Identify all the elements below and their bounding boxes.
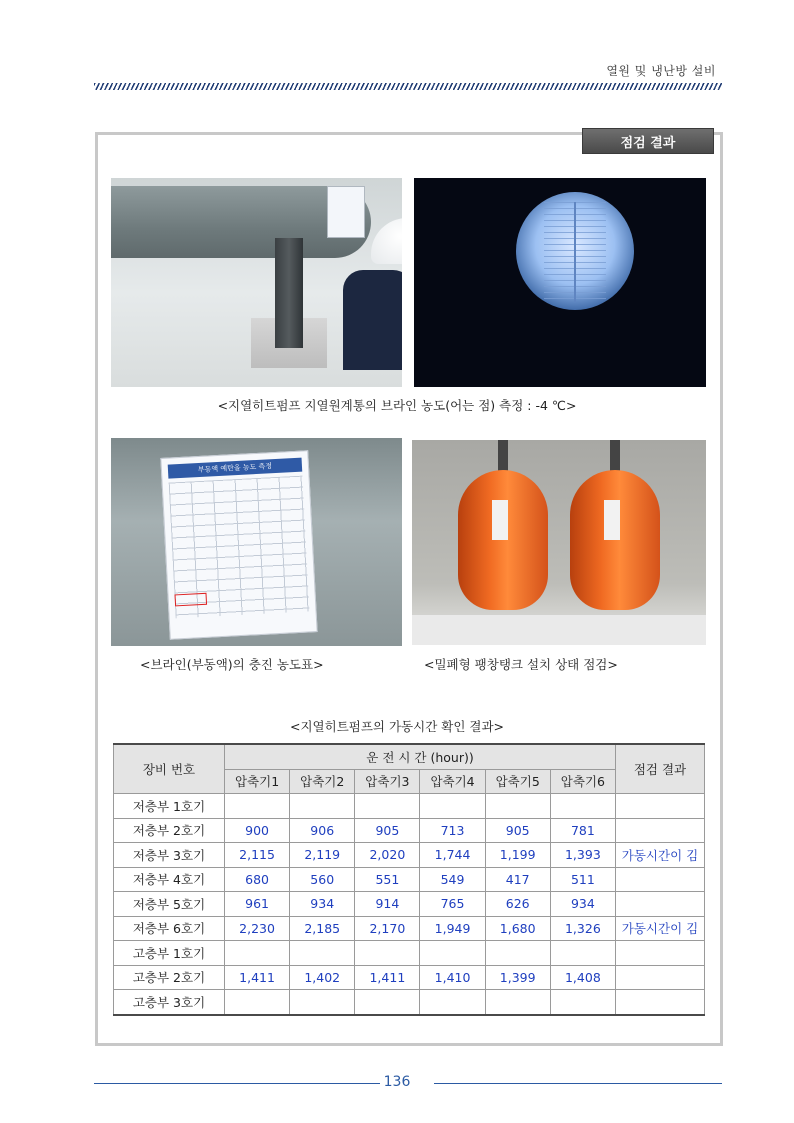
- result-badge: 점검 결과: [582, 128, 714, 154]
- equipment-cell: 저층부 1호기: [114, 794, 225, 819]
- header-compressor: 압축기1: [225, 769, 290, 794]
- expansion-tank-shape: [570, 470, 660, 610]
- runtime-cell: 2,170: [355, 916, 420, 941]
- runtime-cell: 1,393: [550, 843, 615, 868]
- runtime-cell: 906: [290, 818, 355, 843]
- runtime-cell: 1,744: [420, 843, 485, 868]
- runtime-cell: [290, 990, 355, 1015]
- equipment-cell: 저층부 5호기: [114, 892, 225, 917]
- runtime-cell: [225, 990, 290, 1015]
- equipment-cell: 고층부 1호기: [114, 941, 225, 966]
- runtime-cell: [355, 941, 420, 966]
- runtime-cell: 1,411: [225, 965, 290, 990]
- sheet-highlight-mark: [174, 593, 207, 607]
- header-compressor: 압축기2: [290, 769, 355, 794]
- result-cell: [616, 965, 705, 990]
- runtime-cell: [420, 941, 485, 966]
- runtime-cell: [550, 990, 615, 1015]
- tank-label-shape: [604, 500, 620, 540]
- posted-sheet-shape: [327, 186, 365, 238]
- runtime-cell: 549: [420, 867, 485, 892]
- runtime-cell: 765: [420, 892, 485, 917]
- runtime-cell: [485, 941, 550, 966]
- runtime-cell: 626: [485, 892, 550, 917]
- runtime-cell: 905: [355, 818, 420, 843]
- helmet-shape: [371, 218, 402, 264]
- result-cell: 가동시간이 김: [616, 916, 705, 941]
- page-number: 136: [383, 1074, 411, 1090]
- header-equipment: 장비 번호: [114, 744, 225, 794]
- photo-brine-table: [111, 438, 402, 646]
- caption-expansion-tank: <밀폐형 팽창탱크 설치 상태 점검>: [424, 657, 618, 672]
- runtime-cell: 1,199: [485, 843, 550, 868]
- result-cell: 가동시간이 김: [616, 843, 705, 868]
- table-row: [114, 990, 705, 1015]
- runtime-cell: 2,119: [290, 843, 355, 868]
- equipment-cell: 고층부 2호기: [114, 965, 225, 990]
- runtime-cell: [485, 794, 550, 819]
- header-compressor: 압축기3: [355, 769, 420, 794]
- table-row: [114, 941, 705, 966]
- runtime-cell: 2,115: [225, 843, 290, 868]
- runtime-cell: [355, 990, 420, 1015]
- runtime-cell: 560: [290, 867, 355, 892]
- sheet-title: 부동액 예탄올 농도 측정: [197, 462, 273, 475]
- runtime-cell: 1,410: [420, 965, 485, 990]
- caption-brine-table: <브라인(부동액)의 충진 농도표>: [140, 657, 324, 672]
- result-cell: [616, 818, 705, 843]
- equipment-cell: 고층부 3호기: [114, 990, 225, 1015]
- pipe-support-shape: [275, 238, 303, 348]
- equipment-cell: 저층부 3호기: [114, 843, 225, 868]
- result-cell: [616, 892, 705, 917]
- tank-label-shape: [492, 500, 508, 540]
- header-hatch-divider: [94, 83, 722, 90]
- runtime-cell: [225, 794, 290, 819]
- runtime-cell: 2,185: [290, 916, 355, 941]
- runtime-cell: 1,949: [420, 916, 485, 941]
- table-row: [114, 916, 705, 941]
- header-result: 점검 결과: [616, 744, 705, 794]
- runtime-cell: [355, 794, 420, 819]
- scale-divider-shape: [574, 202, 576, 302]
- photo-refractometer-view: [414, 178, 706, 387]
- equipment-cell: 저층부 6호기: [114, 916, 225, 941]
- runtime-cell: [290, 794, 355, 819]
- header-section-title: 열원 및 냉난방 설비: [606, 64, 716, 78]
- table-row: [114, 892, 705, 917]
- table-row: [114, 818, 705, 843]
- runtime-cell: [290, 941, 355, 966]
- concentration-sheet: [160, 450, 317, 639]
- runtime-cell: 1,399: [485, 965, 550, 990]
- runtime-cell: [225, 941, 290, 966]
- runtime-cell: 417: [485, 867, 550, 892]
- runtime-cell: 2,020: [355, 843, 420, 868]
- runtime-cell: 934: [290, 892, 355, 917]
- sheet-header-bar: [168, 458, 303, 479]
- runtime-cell: 781: [550, 818, 615, 843]
- runtime-cell: [420, 794, 485, 819]
- runtime-cell: [550, 794, 615, 819]
- table-row: [114, 965, 705, 990]
- result-cell: [616, 941, 705, 966]
- header-runtime-group: 운 전 시 간 (hour)): [225, 744, 616, 769]
- expansion-tank-shape: [458, 470, 548, 610]
- runtime-cell: 680: [225, 867, 290, 892]
- runtime-cell: [485, 990, 550, 1015]
- header-compressor: 압축기5: [485, 769, 550, 794]
- runtime-cell: 511: [550, 867, 615, 892]
- runtime-cell: 1,680: [485, 916, 550, 941]
- photo-expansion-tanks: [412, 440, 706, 645]
- result-cell: [616, 990, 705, 1015]
- runtime-cell: 961: [225, 892, 290, 917]
- equipment-cell: 저층부 4호기: [114, 867, 225, 892]
- photo-worker-measuring: [111, 178, 402, 387]
- table-row: [114, 867, 705, 892]
- runtime-table: [113, 743, 705, 1016]
- table-row: [114, 843, 705, 868]
- runtime-cell: 1,408: [550, 965, 615, 990]
- runtime-cell: 713: [420, 818, 485, 843]
- worker-shape: [343, 270, 402, 370]
- runtime-cell: 1,402: [290, 965, 355, 990]
- runtime-cell: 2,230: [225, 916, 290, 941]
- runtime-cell: 914: [355, 892, 420, 917]
- result-cell: [616, 867, 705, 892]
- runtime-cell: 934: [550, 892, 615, 917]
- result-cell: [616, 794, 705, 819]
- header-compressor: 압축기4: [420, 769, 485, 794]
- floor-shape: [412, 615, 706, 645]
- caption-brine-measurement: <지열히트펌프 지열원계통의 브라인 농도(어는 점) 측정 : -4 ℃>: [217, 398, 577, 413]
- equipment-cell: 저층부 2호기: [114, 818, 225, 843]
- header-compressor: 압축기6: [550, 769, 615, 794]
- runtime-cell: 905: [485, 818, 550, 843]
- runtime-cell: 900: [225, 818, 290, 843]
- runtime-cell: [550, 941, 615, 966]
- runtime-cell: [420, 990, 485, 1015]
- runtime-cell: 551: [355, 867, 420, 892]
- runtime-cell: 1,326: [550, 916, 615, 941]
- table-title: <지열히트펌프의 가동시간 확인 결과>: [290, 719, 504, 734]
- runtime-cell: 1,411: [355, 965, 420, 990]
- table-row: [114, 794, 705, 819]
